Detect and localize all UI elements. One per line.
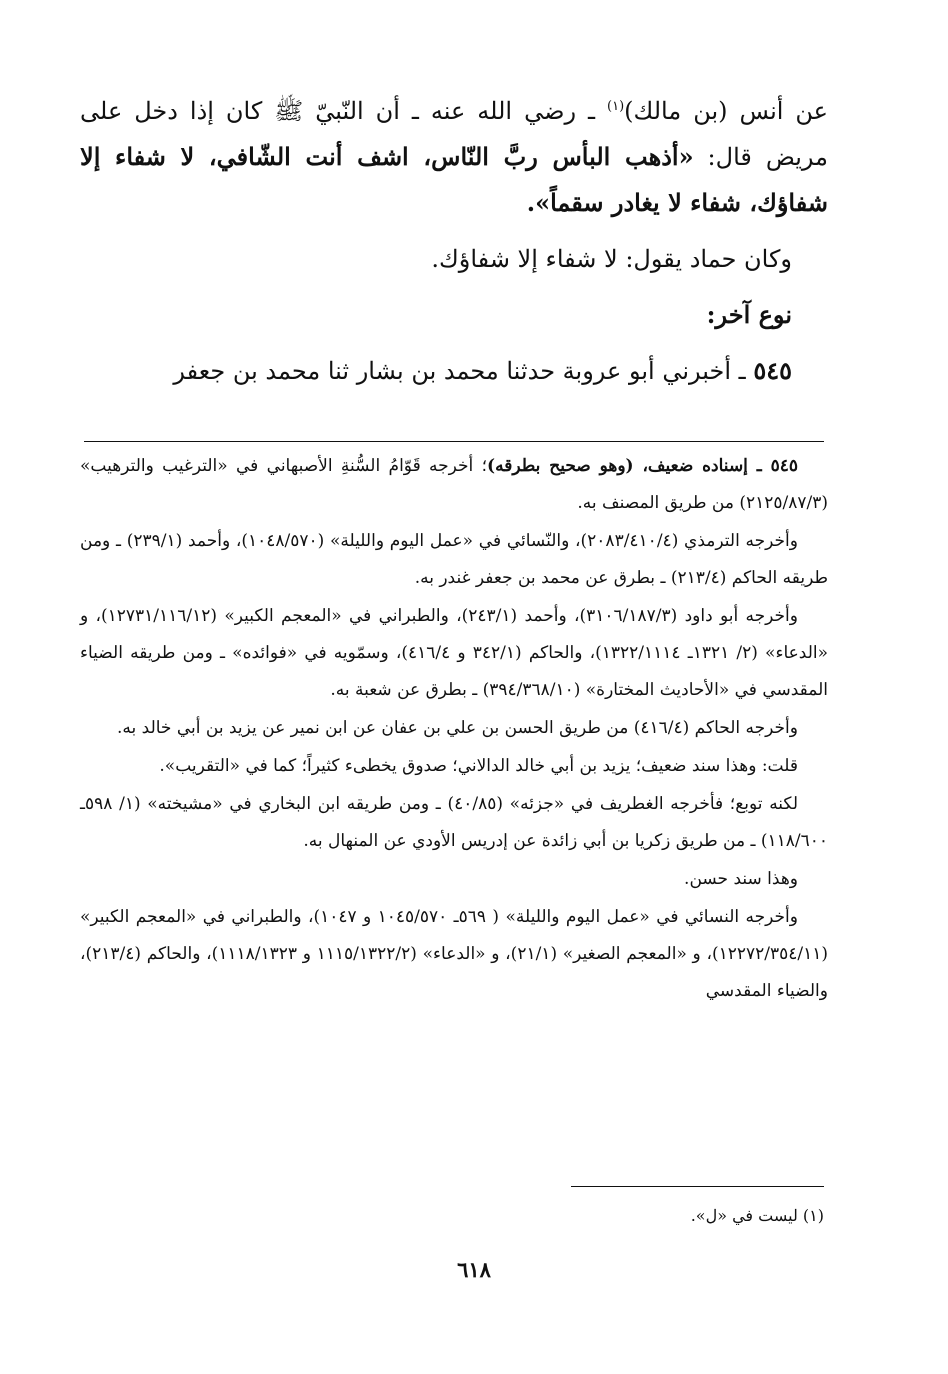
footnote-separator bbox=[571, 1186, 824, 1187]
hadith-number: ٥٤٥ bbox=[753, 356, 792, 385]
takhrij-notes bbox=[80, 448, 828, 1010]
note-grading: ـ إسناده ضعيف، (وهو صحيح بطرقه) bbox=[487, 456, 771, 476]
note-paragraph: وأخرجه النسائي في «عمل اليوم والليلة» ( ٥٦٩ـ ١٠٤٥/٥٧٠ و ١٠٤٧)، والطبراني في «المعجم الكبير» (١٢٢٧٢/٣٥٤/١١)، و «المعجم الصغير» (٢١/١)، و «الدعاء» (١١١٥/١٣٢٢/٢ و ١١١٨/١٣٢٣)، والحاكم (٢١٣/٤)، والضياء المقدسي bbox=[80, 907, 828, 1001]
note-paragraph: لكنه توبع؛ فأخرجه الغطريف في «جزئه» (٤٠/٨٥) ـ ومن طريقه ابن البخاري في «مشيخته» (١/ ٥٩٨ـ ١١٨/٦٠٠) ـ من طريق زكريا بن أبي زائدة عن إدريس الأودي عن المنهال به. bbox=[80, 794, 828, 851]
note-paragraph: وأخرجه الترمذي (٢٠٨٣/٤١٠/٤)، والنّسائي في «عمل اليوم والليلة» (١٠٤٨/٥٧٠)، وأحمد (٢٣٩/١) ـ ومن طريقه الحاكم (٢١٣/٤) ـ بطرق عن محمد بن جعفر غندر به. bbox=[80, 531, 828, 588]
footnote: (١) ليست في «ل». bbox=[690, 1206, 824, 1225]
note-number: ٥٤٥ bbox=[770, 456, 799, 476]
note-paragraph: وهذا سند حسن. bbox=[684, 869, 798, 889]
isnad-text: ـ أخبرني أبو عروبة حدثنا محمد بن بشار ثنا محمد بن جعفر bbox=[173, 357, 754, 385]
hammad-paragraph: وكان حماد يقول: لا شفاء إلا شفاؤك. bbox=[431, 245, 792, 273]
footnote-marker: (١) bbox=[607, 99, 625, 114]
note-text: ؛ أخرجه قَوّامُ السُّنةِ الأصبهاني في «الترغيب والترهيب» (٢١٢٥/٨٧/٣) من طريق المصنف به. bbox=[80, 456, 828, 513]
section-heading: نوع آخر: bbox=[706, 300, 792, 329]
main-text bbox=[80, 88, 828, 394]
hadith-545-paragraph bbox=[80, 348, 828, 394]
note-paragraph bbox=[80, 448, 828, 522]
hadith-quote: «أذهب البأس ربَّ النّاس، اشف أنت الشّافي، لا شفاء إلا شفاؤك، شفاء لا يغادر سقماً». bbox=[80, 142, 828, 217]
intro-text: ـ رضي الله عنه ـ أن النّبيّ ﷺ كان إذا دخل على مريض قال: bbox=[80, 97, 828, 171]
footnote-divider bbox=[84, 441, 824, 442]
narrator-text: عن أنس (بن مالك) bbox=[624, 97, 828, 125]
note-paragraph: وأخرجه أبو داود (٣١٠٦/١٨٧/٣)، وأحمد (٢٤٣/١)، والطبراني في «المعجم الكبير» (١٢٧٣١/١١٦/١٢)، و «الدعاء» (٢/ ١٣٢١ـ ١٣٢٢/١١١٤)، والحاكم (٣٤٢/١ و ٤١٦/٤)، وسمّويه في «فوائده» ـ ومن طريقه الضياء المقدسي في «الأحاديث المختارة» (٣٩٤/٣٦٨/١٠) ـ بطرق عن شعبة به. bbox=[80, 606, 828, 700]
hadith-paragraph bbox=[80, 88, 828, 226]
note-paragraph: وأخرجه الحاكم (٤١٦/٤) من طريق الحسن بن علي بن عفان عن ابن نمير عن يزيد بن أبي خالد به. bbox=[117, 718, 798, 738]
page-number: ٦١٨ bbox=[457, 1257, 491, 1282]
note-paragraph: قلت: وهذا سند ضعيف؛ يزيد بن أبي خالد الدالاني؛ صدوق يخطىء كثيراً؛ كما في «التقريب». bbox=[159, 756, 798, 776]
